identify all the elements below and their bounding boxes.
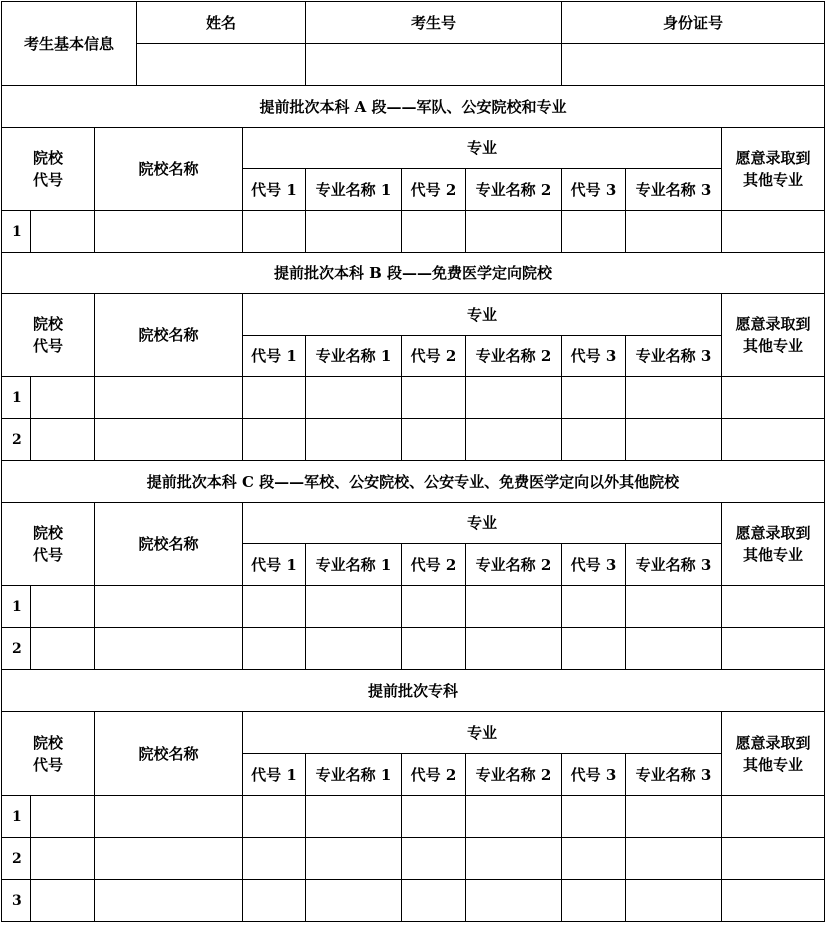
major-name1-cell[interactable] <box>306 880 402 922</box>
row-number: 2 <box>2 419 31 461</box>
school-code-cell[interactable] <box>31 211 95 253</box>
school-code-cell[interactable] <box>31 796 95 838</box>
accept-other-cell[interactable] <box>722 796 825 838</box>
table-row <box>2 880 825 922</box>
school-code-header: 院校 代号 <box>2 503 95 586</box>
row-number: 2 <box>2 838 31 880</box>
code2-header: 代号 2 <box>402 336 466 377</box>
major-name3-cell[interactable] <box>626 880 722 922</box>
code1-cell[interactable] <box>243 628 306 670</box>
code2-header: 代号 2 <box>402 169 466 211</box>
school-name-header: 院校名称 <box>95 712 243 796</box>
accept-other-cell[interactable] <box>722 628 825 670</box>
code3-cell[interactable] <box>562 838 626 880</box>
code3-header: 代号 3 <box>562 336 626 377</box>
code1-cell[interactable] <box>243 880 306 922</box>
code3-header: 代号 3 <box>562 754 626 796</box>
id-number-label: 身份证号 <box>562 2 825 44</box>
major-header: 专业 <box>243 503 722 544</box>
school-name-cell[interactable] <box>95 796 243 838</box>
school-code-cell[interactable] <box>31 838 95 880</box>
accept-other-cell[interactable] <box>722 838 825 880</box>
major-name3-header: 专业名称 3 <box>626 544 722 586</box>
exam-number-label: 考生号 <box>306 2 562 44</box>
code1-cell[interactable] <box>243 211 306 253</box>
name-field[interactable] <box>137 44 306 86</box>
code1-cell[interactable] <box>243 796 306 838</box>
code3-cell[interactable] <box>562 586 626 628</box>
code2-cell[interactable] <box>402 419 466 461</box>
code3-cell[interactable] <box>562 377 626 419</box>
code3-header: 代号 3 <box>562 169 626 211</box>
name-label: 姓名 <box>137 2 306 44</box>
section-title: 提前批次专科 <box>2 670 825 712</box>
table-row <box>2 211 825 253</box>
code2-cell[interactable] <box>402 628 466 670</box>
code2-header: 代号 2 <box>402 754 466 796</box>
basic-info-label: 考生基本信息 <box>2 2 137 86</box>
major-name3-header: 专业名称 3 <box>626 169 722 211</box>
accept-other-header: 愿意录取到 其他专业 <box>722 294 825 377</box>
major-name1-header: 专业名称 1 <box>306 169 402 211</box>
accept-other-cell[interactable] <box>722 377 825 419</box>
major-name2-header: 专业名称 2 <box>466 544 562 586</box>
code2-cell[interactable] <box>402 796 466 838</box>
code1-header: 代号 1 <box>243 336 306 377</box>
major-name1-cell[interactable] <box>306 796 402 838</box>
major-name3-header: 专业名称 3 <box>626 754 722 796</box>
major-name2-header: 专业名称 2 <box>466 336 562 377</box>
major-name2-header: 专业名称 2 <box>466 169 562 211</box>
major-name1-cell[interactable] <box>306 586 402 628</box>
code3-cell[interactable] <box>562 211 626 253</box>
table-row <box>2 838 825 880</box>
accept-other-cell[interactable] <box>722 419 825 461</box>
code2-header: 代号 2 <box>402 544 466 586</box>
code1-cell[interactable] <box>243 377 306 419</box>
major-name3-cell[interactable] <box>626 628 722 670</box>
row-number: 1 <box>2 377 31 419</box>
major-name1-cell[interactable] <box>306 211 402 253</box>
code2-cell[interactable] <box>402 586 466 628</box>
major-name2-header: 专业名称 2 <box>466 754 562 796</box>
table-row <box>2 628 825 670</box>
school-name-header: 院校名称 <box>95 128 243 211</box>
code1-cell[interactable] <box>243 419 306 461</box>
school-code-header: 院校 代号 <box>2 712 95 796</box>
school-name-header: 院校名称 <box>95 294 243 377</box>
accept-other-header: 愿意录取到 其他专业 <box>722 503 825 586</box>
major-name3-cell[interactable] <box>626 377 722 419</box>
major-name2-cell[interactable] <box>466 419 562 461</box>
row-number: 3 <box>2 880 31 922</box>
major-name3-cell[interactable] <box>626 211 722 253</box>
row-number: 1 <box>2 586 31 628</box>
major-name3-cell[interactable] <box>626 838 722 880</box>
code1-cell[interactable] <box>243 586 306 628</box>
major-name1-header: 专业名称 1 <box>306 544 402 586</box>
code2-cell[interactable] <box>402 377 466 419</box>
major-name3-header: 专业名称 3 <box>626 336 722 377</box>
accept-other-header: 愿意录取到 其他专业 <box>722 128 825 211</box>
row-number: 1 <box>2 211 31 253</box>
school-code-cell[interactable] <box>31 628 95 670</box>
school-code-header: 院校 代号 <box>2 294 95 377</box>
code1-header: 代号 1 <box>243 754 306 796</box>
school-code-header: 院校 代号 <box>2 128 95 211</box>
row-number: 1 <box>2 796 31 838</box>
school-name-cell[interactable] <box>95 628 243 670</box>
major-name3-cell[interactable] <box>626 419 722 461</box>
major-header: 专业 <box>243 128 722 169</box>
school-name-cell[interactable] <box>95 880 243 922</box>
code1-header: 代号 1 <box>243 544 306 586</box>
school-name-header: 院校名称 <box>95 503 243 586</box>
major-name3-cell[interactable] <box>626 796 722 838</box>
form-table <box>1 1 825 922</box>
exam-number-field[interactable] <box>306 44 562 86</box>
section-title: 提前批次本科 A 段——军队、公安院校和专业 <box>2 86 825 128</box>
code3-cell[interactable] <box>562 880 626 922</box>
major-name1-header: 专业名称 1 <box>306 754 402 796</box>
application-form <box>1 1 825 922</box>
major-header: 专业 <box>243 294 722 336</box>
accept-other-cell[interactable] <box>722 586 825 628</box>
section-title: 提前批次本科 C 段——军校、公安院校、公安专业、免费医学定向以外其他院校 <box>2 461 825 503</box>
table-row <box>2 419 825 461</box>
major-name1-header: 专业名称 1 <box>306 336 402 377</box>
school-name-cell[interactable] <box>95 838 243 880</box>
major-name2-cell[interactable] <box>466 796 562 838</box>
major-name2-cell[interactable] <box>466 628 562 670</box>
code3-cell[interactable] <box>562 796 626 838</box>
accept-other-cell[interactable] <box>722 211 825 253</box>
row-number: 2 <box>2 628 31 670</box>
code1-header: 代号 1 <box>243 169 306 211</box>
major-name1-cell[interactable] <box>306 377 402 419</box>
code2-cell[interactable] <box>402 211 466 253</box>
table-row <box>2 377 825 419</box>
major-header: 专业 <box>243 712 722 754</box>
school-name-cell[interactable] <box>95 419 243 461</box>
major-name2-cell[interactable] <box>466 880 562 922</box>
major-name1-cell[interactable] <box>306 838 402 880</box>
code3-cell[interactable] <box>562 628 626 670</box>
code3-cell[interactable] <box>562 419 626 461</box>
major-name2-cell[interactable] <box>466 838 562 880</box>
accept-other-header: 愿意录取到 其他专业 <box>722 712 825 796</box>
major-name1-cell[interactable] <box>306 419 402 461</box>
id-number-field[interactable] <box>562 44 825 86</box>
major-name2-cell[interactable] <box>466 211 562 253</box>
school-code-cell[interactable] <box>31 419 95 461</box>
code2-cell[interactable] <box>402 880 466 922</box>
major-name1-cell[interactable] <box>306 628 402 670</box>
major-name2-cell[interactable] <box>466 377 562 419</box>
code3-header: 代号 3 <box>562 544 626 586</box>
table-row <box>2 796 825 838</box>
school-code-cell[interactable] <box>31 586 95 628</box>
major-name2-cell[interactable] <box>466 586 562 628</box>
table-row <box>2 586 825 628</box>
school-name-cell[interactable] <box>95 377 243 419</box>
major-name3-cell[interactable] <box>626 586 722 628</box>
section-title: 提前批次本科 B 段——免费医学定向院校 <box>2 253 825 294</box>
school-name-cell[interactable] <box>95 586 243 628</box>
school-code-cell[interactable] <box>31 377 95 419</box>
accept-other-cell[interactable] <box>722 880 825 922</box>
code1-cell[interactable] <box>243 838 306 880</box>
school-name-cell[interactable] <box>95 211 243 253</box>
code2-cell[interactable] <box>402 838 466 880</box>
school-code-cell[interactable] <box>31 880 95 922</box>
